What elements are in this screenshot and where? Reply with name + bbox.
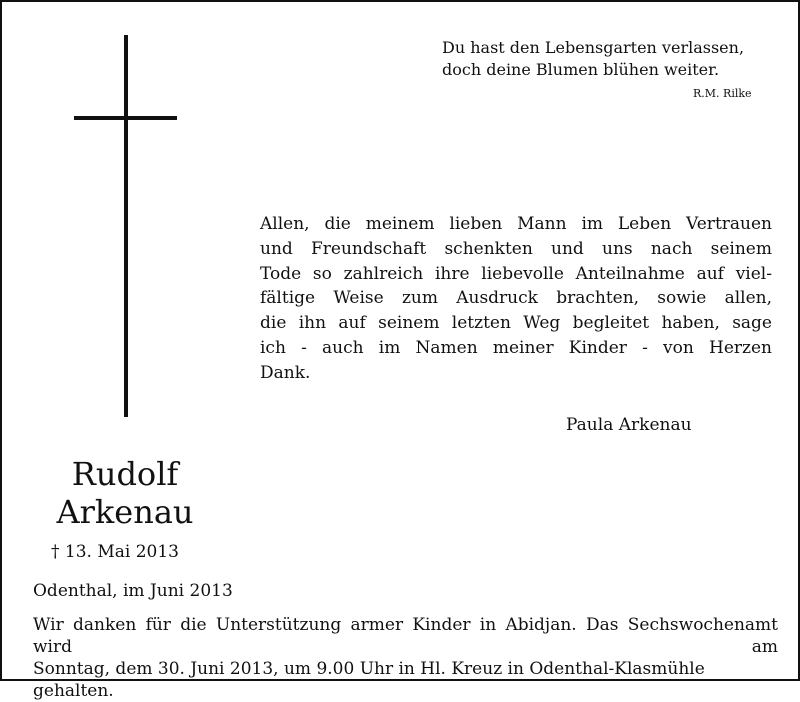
message-line: Dank.: [260, 362, 311, 383]
message-line: ich - auch im Namen meiner Kinder - von Herzen: [260, 337, 772, 358]
message-line: Allen, die meinem lieben Mann im Leben Vertrauen: [260, 214, 772, 234]
notice-line: Wir danken für die Unterstützung armer Kinder in Abidjan. Das Sechswochenamt wird am: [33, 615, 778, 657]
poem-line: doch deine Blumen blühen weiter.: [442, 60, 720, 79]
poem-quote: [442, 37, 744, 81]
message-line: fältige Weise zum Ausdruck brachten, sowie allen,: [260, 288, 772, 309]
poem-line: Du hast den Lebensgarten verlassen,: [442, 38, 745, 57]
message-line: und Freundschaft schenkten und uns nach seinem: [260, 238, 772, 259]
notice-line: Sonntag, dem 30. Juni 2013, um 9.00 Uhr in Hl. Kreuz in Odenthal-Klasmühle gehalten.: [33, 659, 705, 701]
mass-notice: [33, 614, 778, 702]
death-date: † 13. Mai 2013: [51, 542, 179, 562]
message-line: Tode so zahlreich ihre liebevolle Anteilnahme auf viel-: [260, 263, 772, 284]
deceased-name: [40, 455, 210, 531]
cross-icon-crossbar: [74, 116, 177, 120]
deceased-last-name: Arkenau: [56, 493, 194, 531]
cross-icon: [124, 35, 128, 417]
thanks-message: [260, 212, 772, 386]
poem-author: R.M. Rilke: [693, 87, 752, 100]
message-line: die ihn auf seinem letzten Weg begleitet haben, sage: [260, 313, 772, 334]
signer-name: Paula Arkenau: [566, 415, 692, 435]
place-date: Odenthal, im Juni 2013: [33, 581, 233, 601]
deceased-first-name: Rudolf: [71, 455, 179, 493]
